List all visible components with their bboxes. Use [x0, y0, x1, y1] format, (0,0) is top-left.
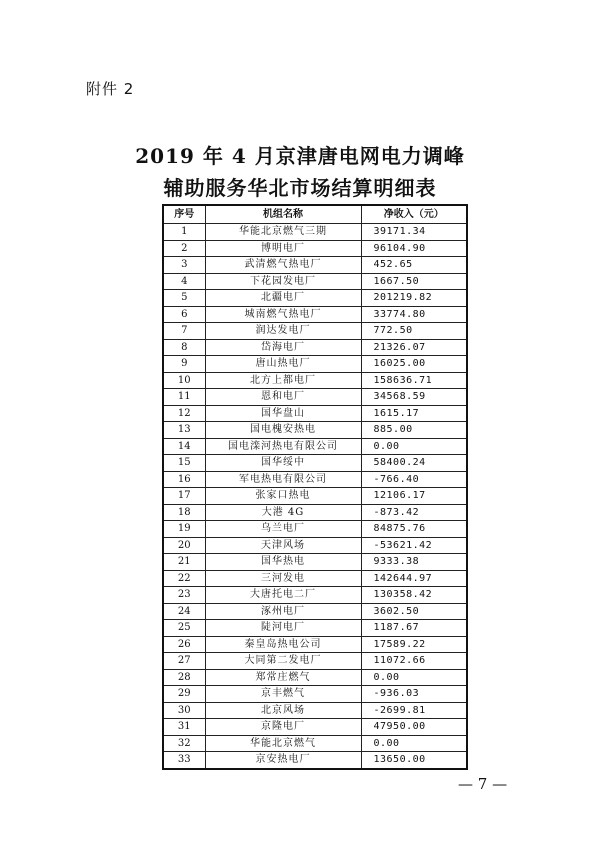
row-unit-name: 秦皇岛热电公司: [205, 636, 361, 653]
row-net-income: 34568.59: [361, 389, 467, 406]
row-net-income: 452.65: [361, 257, 467, 274]
row-seq: 23: [163, 587, 205, 604]
row-net-income: 772.50: [361, 323, 467, 340]
table-row: [163, 488, 467, 505]
row-unit-name: 国华绥中: [205, 455, 361, 472]
table-row: [163, 669, 467, 686]
row-unit-name: 华能北京燃气: [205, 735, 361, 752]
row-seq: 2: [163, 240, 205, 257]
row-net-income: 885.00: [361, 422, 467, 439]
row-net-income: 142644.97: [361, 570, 467, 587]
row-unit-name: 城南燃气热电厂: [205, 306, 361, 323]
table-row: [163, 702, 467, 719]
table-row: [163, 306, 467, 323]
row-net-income: 17589.22: [361, 636, 467, 653]
row-unit-name: 大唐托电二厂: [205, 587, 361, 604]
row-seq: 15: [163, 455, 205, 472]
row-net-income: 201219.82: [361, 290, 467, 307]
row-unit-name: 润达发电厂: [205, 323, 361, 340]
row-unit-name: 京隆电厂: [205, 719, 361, 736]
table-row: [163, 686, 467, 703]
row-seq: 18: [163, 504, 205, 521]
row-seq: 3: [163, 257, 205, 274]
table-row: [163, 455, 467, 472]
header-unit-name: 机组名称: [205, 205, 361, 224]
row-unit-name: 乌兰电厂: [205, 521, 361, 538]
row-net-income: 9333.38: [361, 554, 467, 571]
row-seq: 26: [163, 636, 205, 653]
row-unit-name: 大港 4G: [205, 504, 361, 521]
row-seq: 5: [163, 290, 205, 307]
row-seq: 6: [163, 306, 205, 323]
table-row: [163, 504, 467, 521]
table-row: [163, 603, 467, 620]
document-title-line-2: 辅助服务华北市场结算明细表: [163, 176, 437, 200]
row-unit-name: 国电槐安热电: [205, 422, 361, 439]
row-seq: 7: [163, 323, 205, 340]
row-net-income: 58400.24: [361, 455, 467, 472]
row-seq: 28: [163, 669, 205, 686]
row-unit-name: 张家口热电: [205, 488, 361, 505]
table-row: [163, 471, 467, 488]
table-row: [163, 339, 467, 356]
row-seq: 9: [163, 356, 205, 373]
row-net-income: 12106.17: [361, 488, 467, 505]
row-net-income: 96104.90: [361, 240, 467, 257]
row-unit-name: 郑常庄燃气: [205, 669, 361, 686]
row-unit-name: 国华热电: [205, 554, 361, 571]
row-net-income: 0.00: [361, 669, 467, 686]
row-seq: 12: [163, 405, 205, 422]
row-seq: 16: [163, 471, 205, 488]
row-net-income: -53621.42: [361, 537, 467, 554]
table-row: [163, 257, 467, 274]
row-net-income: 1667.50: [361, 273, 467, 290]
table-row: [163, 290, 467, 307]
table-row: [163, 323, 467, 340]
row-seq: 4: [163, 273, 205, 290]
row-net-income: 3602.50: [361, 603, 467, 620]
row-seq: 19: [163, 521, 205, 538]
row-seq: 32: [163, 735, 205, 752]
row-net-income: -873.42: [361, 504, 467, 521]
row-unit-name: 岱海电厂: [205, 339, 361, 356]
table-row: [163, 405, 467, 422]
row-unit-name: 北方上都电厂: [205, 372, 361, 389]
row-seq: 33: [163, 752, 205, 769]
row-seq: 17: [163, 488, 205, 505]
table-row: [163, 224, 467, 241]
row-net-income: 16025.00: [361, 356, 467, 373]
row-unit-name: 国华盘山: [205, 405, 361, 422]
row-unit-name: 北京风场: [205, 702, 361, 719]
row-net-income: -2699.81: [361, 702, 467, 719]
table-row: [163, 653, 467, 670]
settlement-table: [162, 204, 468, 770]
row-net-income: 158636.71: [361, 372, 467, 389]
document-title-line-1: 2019 年 4 月京津唐电网电力调峰: [135, 144, 465, 168]
row-seq: 24: [163, 603, 205, 620]
row-net-income: 84875.76: [361, 521, 467, 538]
row-unit-name: 京安热电厂: [205, 752, 361, 769]
row-unit-name: 北疆电厂: [205, 290, 361, 307]
row-unit-name: 恩和电厂: [205, 389, 361, 406]
row-unit-name: 京丰燃气: [205, 686, 361, 703]
row-seq: 1: [163, 224, 205, 241]
row-net-income: 130358.42: [361, 587, 467, 604]
row-net-income: 39171.34: [361, 224, 467, 241]
row-net-income: 0.00: [361, 735, 467, 752]
row-seq: 30: [163, 702, 205, 719]
row-seq: 21: [163, 554, 205, 571]
row-seq: 20: [163, 537, 205, 554]
row-net-income: 33774.80: [361, 306, 467, 323]
row-unit-name: 三河发电: [205, 570, 361, 587]
row-seq: 31: [163, 719, 205, 736]
table-row: [163, 273, 467, 290]
header-net-income: 净收入（元）: [361, 205, 467, 224]
table-row: [163, 719, 467, 736]
row-net-income: 11072.66: [361, 653, 467, 670]
row-seq: 13: [163, 422, 205, 439]
table-row: [163, 636, 467, 653]
table-row: [163, 735, 467, 752]
page-number: — 7 —: [458, 775, 508, 793]
row-net-income: 1187.67: [361, 620, 467, 637]
row-seq: 29: [163, 686, 205, 703]
row-seq: 27: [163, 653, 205, 670]
row-seq: 10: [163, 372, 205, 389]
table-row: [163, 240, 467, 257]
row-unit-name: 下花园发电厂: [205, 273, 361, 290]
table-body: [163, 224, 467, 769]
row-unit-name: 涿州电厂: [205, 603, 361, 620]
table-row: [163, 752, 467, 769]
table-header-row: [163, 205, 467, 224]
table-row: [163, 537, 467, 554]
row-unit-name: 军电热电有限公司: [205, 471, 361, 488]
row-unit-name: 华能北京燃气三期: [205, 224, 361, 241]
row-net-income: 0.00: [361, 438, 467, 455]
row-unit-name: 唐山热电厂: [205, 356, 361, 373]
row-net-income: 47950.00: [361, 719, 467, 736]
table-row: [163, 438, 467, 455]
row-unit-name: 国电滦河热电有限公司: [205, 438, 361, 455]
row-seq: 8: [163, 339, 205, 356]
row-unit-name: 天津风场: [205, 537, 361, 554]
row-seq: 11: [163, 389, 205, 406]
header-seq: 序号: [163, 205, 205, 224]
row-unit-name: 博明电厂: [205, 240, 361, 257]
table-row: [163, 389, 467, 406]
table-row: [163, 570, 467, 587]
row-unit-name: 陡河电厂: [205, 620, 361, 637]
row-seq: 22: [163, 570, 205, 587]
row-net-income: 21326.07: [361, 339, 467, 356]
row-unit-name: 武清燃气热电厂: [205, 257, 361, 274]
row-net-income: 13650.00: [361, 752, 467, 769]
table-row: [163, 521, 467, 538]
table-row: [163, 620, 467, 637]
attachment-label: 附件 2: [86, 80, 135, 98]
row-unit-name: 大同第二发电厂: [205, 653, 361, 670]
row-net-income: 1615.17: [361, 405, 467, 422]
table-row: [163, 554, 467, 571]
row-seq: 14: [163, 438, 205, 455]
row-seq: 25: [163, 620, 205, 637]
row-net-income: -766.40: [361, 471, 467, 488]
table-row: [163, 587, 467, 604]
table-row: [163, 356, 467, 373]
table-row: [163, 372, 467, 389]
table-row: [163, 422, 467, 439]
row-net-income: -936.03: [361, 686, 467, 703]
